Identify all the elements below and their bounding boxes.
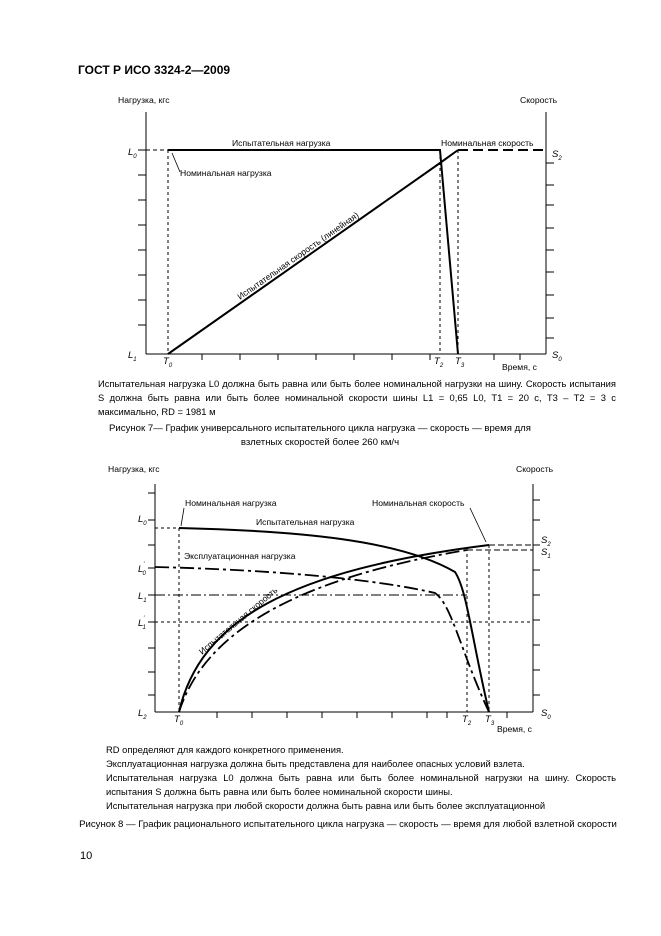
fig7-rated-speed-label: Номинальная скорость (441, 138, 534, 148)
fig7-test-speed-line (168, 150, 458, 354)
fig8-S0: $S_0$ (541, 708, 551, 721)
fig7-S2: $S_2$ (552, 149, 562, 162)
fig8-L1p: L' 1 (138, 616, 146, 631)
fig8-rated-load-label: Номинальная нагрузка (185, 498, 277, 508)
page-number: 10 (80, 850, 93, 862)
fig8-L0p: L' 0 (138, 562, 146, 577)
fig7-T0: $T_0$ (163, 356, 173, 369)
fig8-right-ticks (533, 500, 540, 695)
fig7-caption: Рисунок 7— График универсального испытательного цикла нагрузка — скорость — время для взлетных скоростей более 260 км/ч (109, 423, 531, 448)
fig7-bottom-ticks (202, 354, 520, 360)
fig8-L2: $L_2$ (138, 708, 147, 721)
fig8-y-right-label: Скорость (516, 464, 554, 474)
fig8-rated-speed-leader (470, 508, 486, 542)
fig8-test-load-label: Испытательная нагрузка (256, 517, 355, 527)
fig7-L0: $L_0$ (128, 147, 137, 160)
fig7-note: Испытательная нагрузка L0 должна быть равна или быть более номинальной нагрузки на шину. Скорость испытания S должна быть равна или быть более номинальной скорости шины L1 = 0,65 L0, T1 = 20 с, T3 – T2 = 3 с максимально, RD = 1981 м (98, 378, 616, 417)
fig7-y-right-label: Скорость (520, 95, 558, 105)
fig8-L0: $L_0$ (138, 514, 147, 527)
fig7-test-speed-label: Испытательная скорость (линейная) (235, 209, 361, 302)
fig8-note-3: Испытательная нагрузка L0 должна быть равна или быть более номинальной нагрузки на шину. Скорость испытания S должна быть равна или быть более номинальной скорости шины. (106, 772, 616, 797)
fig8-left-ticks (148, 493, 155, 695)
fig7-S0: $S_0$ (552, 350, 562, 363)
fig8-note-4: Испытательная нагрузка при любой скорости должна быть равна или быть более эксплуатационной (106, 800, 546, 811)
fig8-S1: $S_1$ (541, 547, 551, 560)
fig7-rated-load-label: Номинальная нагрузка (180, 168, 272, 178)
fig8-y-left-label: Нагрузка, кгс (108, 464, 160, 474)
fig7-y-left-label: Нагрузка, кгс (118, 95, 170, 105)
fig8-rated-load-leader (181, 508, 184, 526)
fig8-T0: $T_0$ (174, 714, 184, 727)
fig7-left-ticks (138, 150, 146, 325)
fig7-T3: $T_3$ (455, 356, 465, 369)
fig7-L1: $L_1$ (128, 350, 137, 363)
fig7-test-load-label: Испытательная нагрузка (232, 138, 331, 148)
figure-8-chart (0, 450, 661, 750)
fig8-T3: $T_3$ (485, 714, 495, 727)
fig8-L1: $L_1$ (138, 591, 147, 604)
fig8-caption: Рисунок 8 — График рационального испытательного цикла нагрузка — скорость — время для любой взлетной скорости (79, 819, 617, 830)
fig8-note-2: Эксплуатационная нагрузка должна быть представлена для наиболее опасных условий взлета. (106, 758, 525, 769)
fig8-T2: $T_2$ (462, 714, 472, 727)
fig7-rated-load-leader (172, 153, 180, 172)
fig7-x-label: Время, с (502, 362, 537, 372)
fig8-S2: $S_2$ (541, 535, 551, 548)
fig7-T2: $T_2$ (434, 356, 444, 369)
fig7-right-ticks (546, 163, 554, 338)
fig8-note-1: RD определяют для каждого конкретного применения. (106, 744, 344, 755)
fig8-rated-speed-label: Номинальная скорость (372, 498, 465, 508)
fig8-x-label: Время, с (497, 724, 532, 734)
page-header: ГОСТ Р ИСО 3324-2—2009 (78, 63, 231, 77)
figure-7-chart (0, 0, 661, 380)
fig8-operational-load-curve (155, 567, 489, 712)
fig8-operational-load-label: Эксплуатационная нагрузка (184, 551, 296, 561)
fig8-test-speed-label: Испытательная скорость (196, 585, 280, 657)
